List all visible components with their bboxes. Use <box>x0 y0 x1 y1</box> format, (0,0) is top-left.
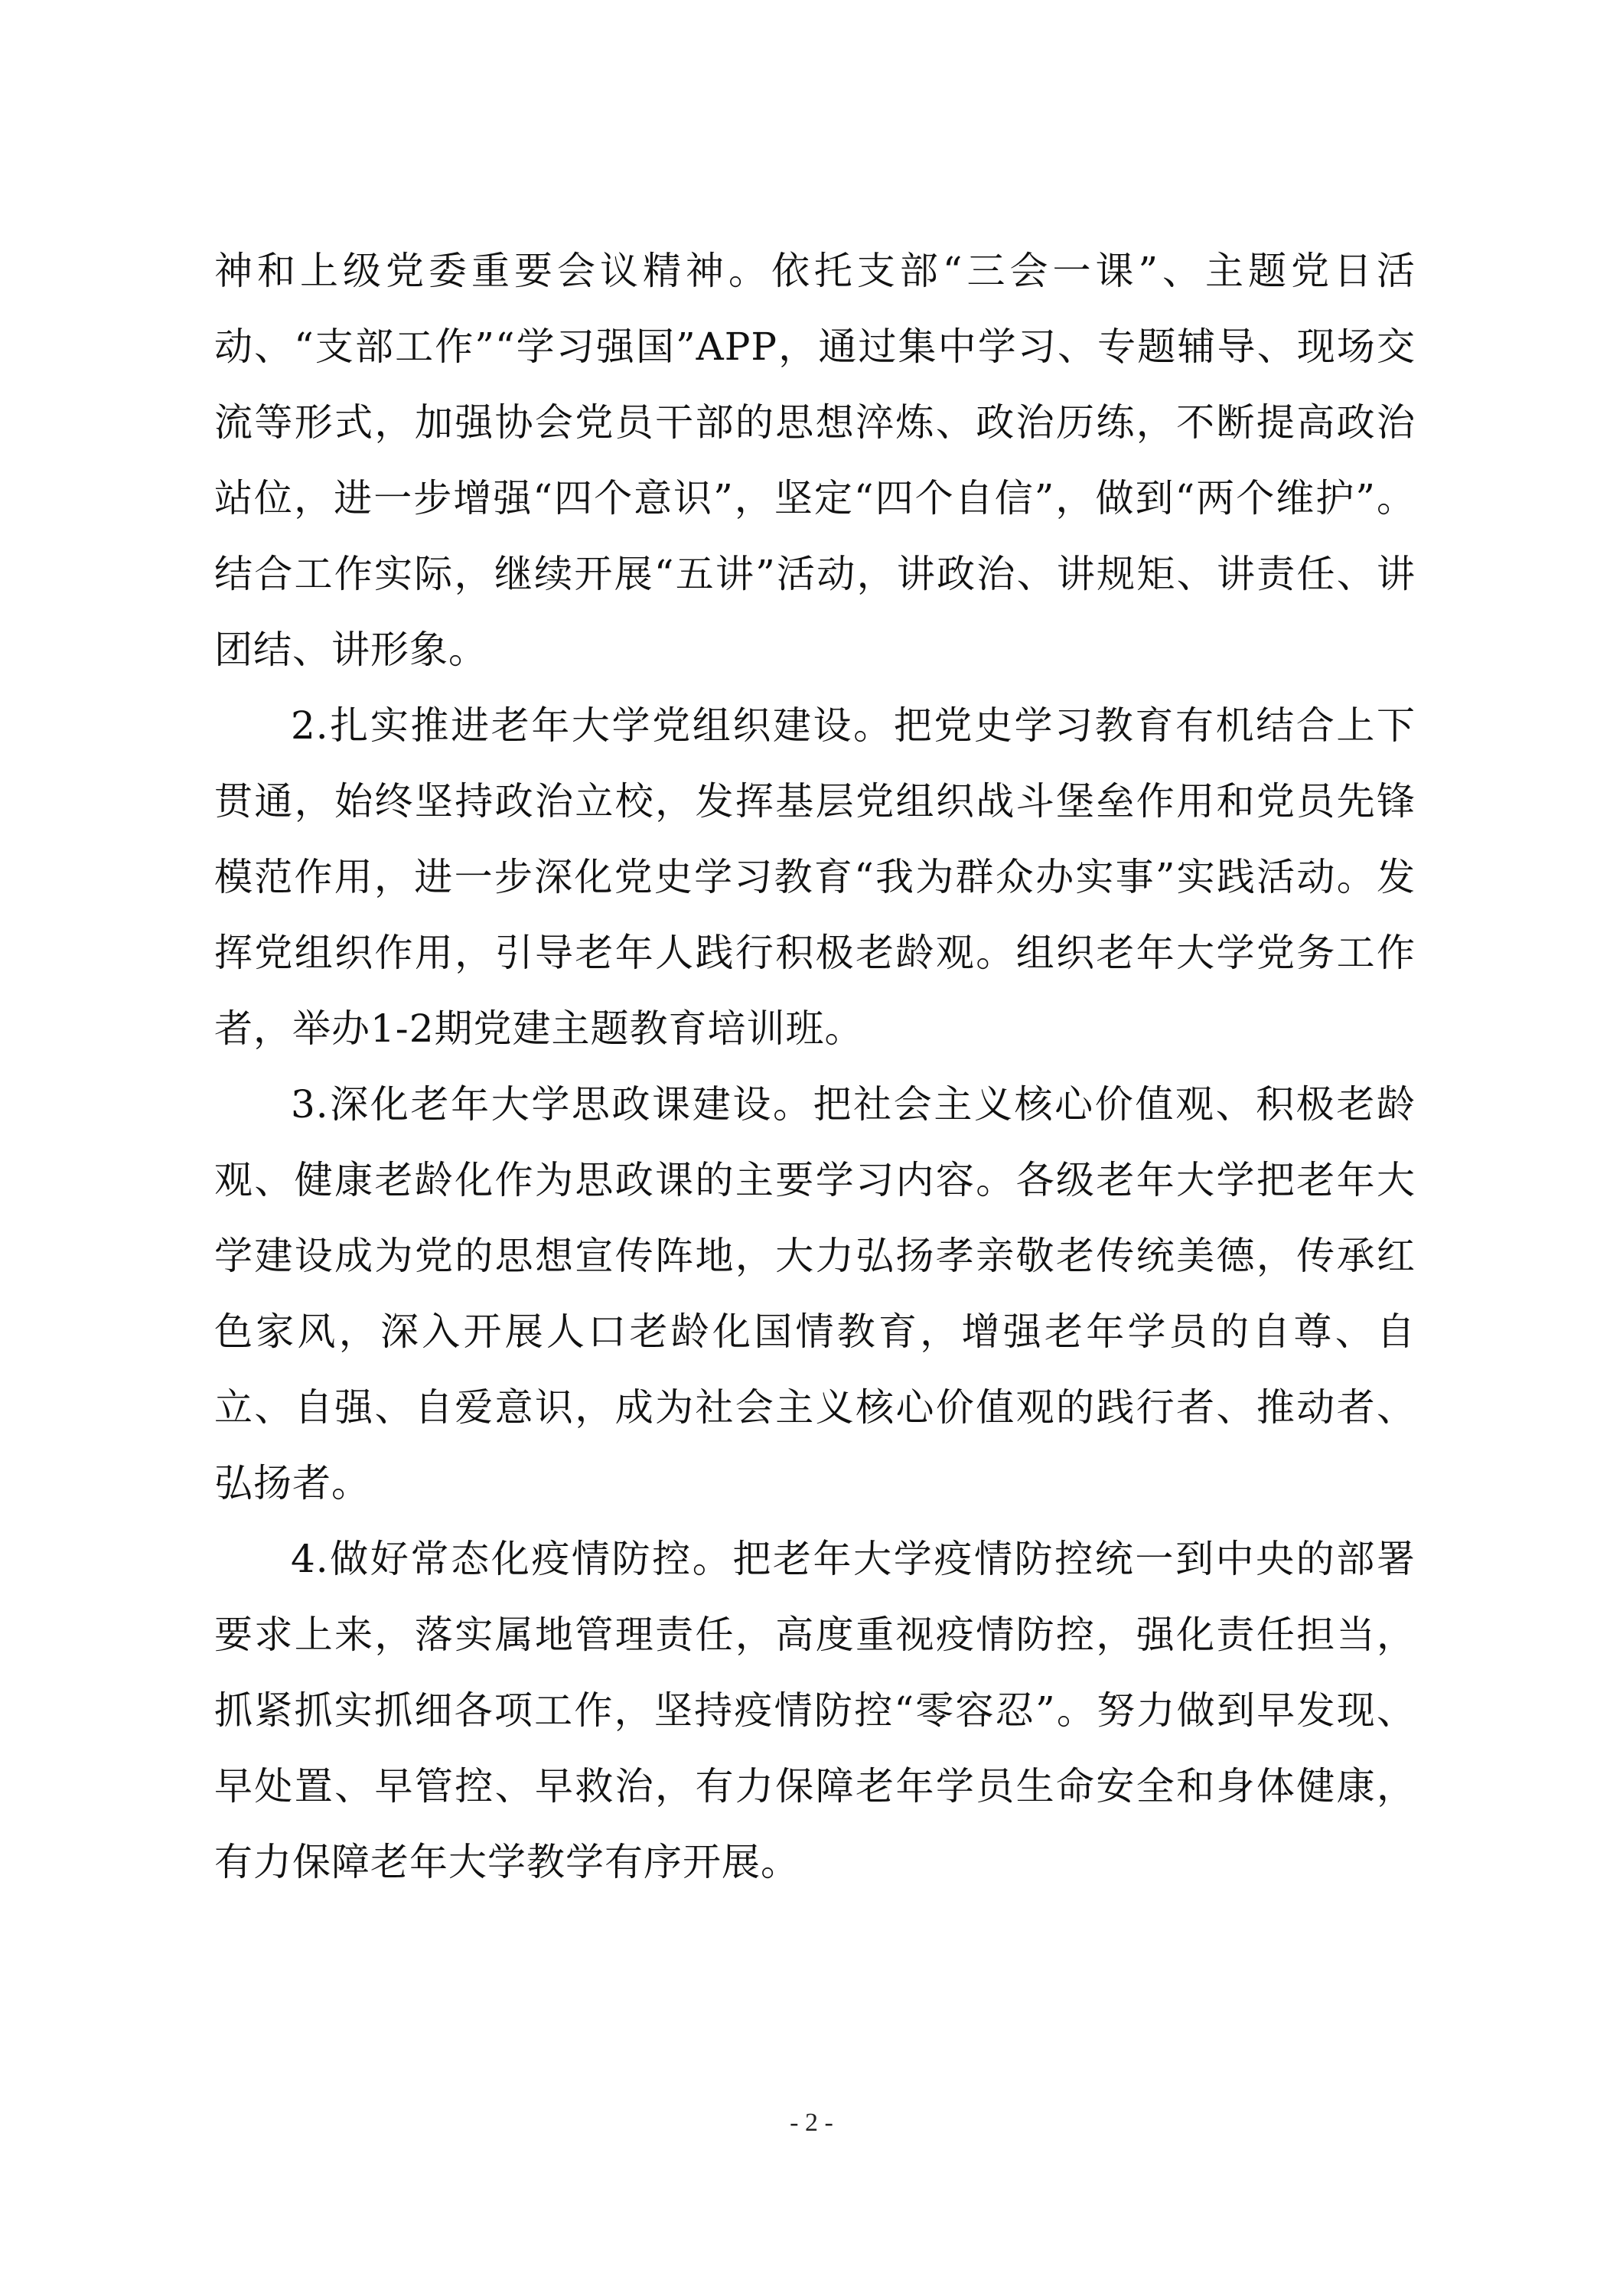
page-number: - 2 - <box>790 2108 833 2137</box>
paragraph-party-organization: 2.扎实推进老年大学党组织建设。把党史学习教育有机结合上下贯通，始终坚持政治立校，发挥基层党组织战斗堡垒作用和党员先锋模范作用，进一步深化党史学习教育“我为群众办实事”实践活动。发挥党组织作用，引导老年人践行积极老龄观。组织老年大学党务工作者，举办1-2期党建主题教育培训班。 <box>214 703 1416 1051</box>
paragraph-ideological-course: 3.深化老年大学思政课建设。把社会主义核心价值观、积极老龄观、健康老龄化作为思政课的主要学习内容。各级老年大学把老年大学建设成为党的思想宣传阵地，大力弘扬孝亲敬老传统美德，传承红色家风，深入开展人口老龄化国情教育，增强老年学员的自尊、自立、自强、自爱意识，成为社会主义核心价值观的践行者、推动者、弘扬者。 <box>214 1082 1416 1505</box>
paragraph-epidemic-control: 4.做好常态化疫情防控。把老年大学疫情防控统一到中央的部署要求上来，落实属地管理责任，高度重视疫情防控，强化责任担当，抓紧抓实抓细各项工作，坚持疫情防控“零容忍”。努力做到早发现、早处置、早管控、早救治，有力保障老年学员生命安全和身体健康，有力保障老年大学教学有序开展。 <box>214 1537 1416 1884</box>
paragraph-continuation: 神和上级党委重要会议精神。依托支部“三会一课”、主题党日活动、“支部工作”“学习强国”APP，通过集中学习、专题辅导、现场交流等形式，加强协会党员干部的思想淬炼、政治历练，不断提高政治站位，进一步增强“四个意识”，坚定“四个自信”，做到“两个维护”。结合工作实际，继续开展“五讲”活动，讲政治、讲规矩、讲责任、讲团结、讲形象。 <box>214 249 1416 672</box>
body-text <box>214 233 1416 1900</box>
